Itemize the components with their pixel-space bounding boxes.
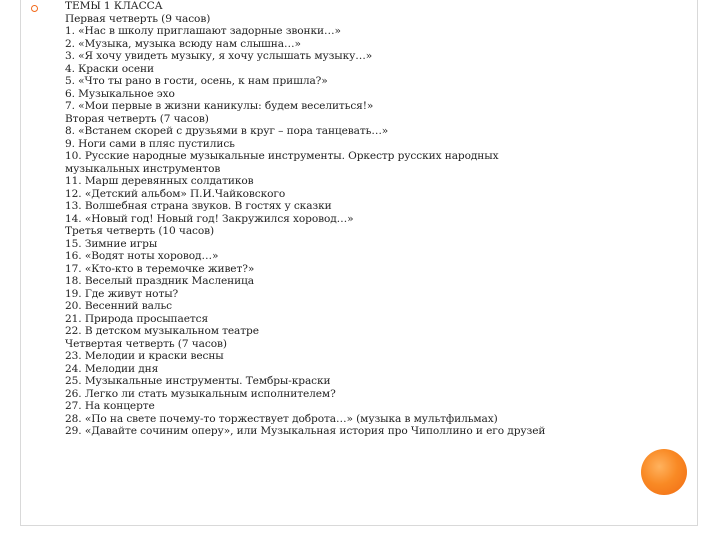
topic-line: 15. Зимние игры [65, 237, 158, 250]
topic-line: 8. «Встанем скорей с друзьями в круг – пора танцевать…» [65, 125, 389, 137]
topic-line: 14. «Новый год! Новый год! Закружился хоровод…» [65, 212, 354, 225]
slide-content [65, 0, 685, 438]
topic-line: 3. «Я хочу увидеть музыку, я хочу услышать музыку…» [65, 50, 373, 62]
topic-line: 23. Мелодии и краски весны [65, 350, 224, 362]
topic-line: 9. Ноги сами в пляс пустились [65, 137, 235, 150]
topic-line: 19. Где живут ноты? [65, 287, 179, 300]
topic-line: Четвертая четверть (7 часов) [65, 337, 227, 350]
topic-line: 20. Весенний вальс [65, 300, 172, 312]
topic-line: 25. Музыкальные инструменты. Тембры-краски [65, 375, 331, 387]
topic-line: 16. «Водят ноты хоровод…» [65, 250, 219, 262]
slide-title: ТЕМЫ 1 КЛАССА [65, 0, 163, 12]
topic-line: 22. В детском музыкальном театре [65, 325, 259, 337]
topic-line: 13. Волшебная страна звуков. В гостях у сказки [65, 200, 332, 212]
bullet-icon [31, 5, 38, 12]
topic-line: Третья четверть (10 часов) [65, 225, 215, 237]
topic-line: 18. Веселый праздник Масленица [65, 275, 254, 287]
topic-line: 10. Русские народные музыкальные инструменты. Оркестр русских народных [65, 150, 499, 162]
topic-line: 4. Краски осени [65, 62, 154, 75]
topic-line: 27. На концерте [65, 400, 155, 412]
topic-line: 11. Марш деревянных солдатиков [65, 175, 254, 187]
topic-line: 21. Природа просыпается [65, 312, 209, 325]
topic-list [65, 13, 685, 438]
topic-line: Первая четверть (9 часов) [65, 12, 211, 25]
topic-line: 28. «По на свете почему-то торжествует доброта…» (музыка в мультфильмах) [65, 412, 498, 425]
topic-line: 12. «Детский альбом» П.И.Чайковского [65, 187, 286, 200]
topic-line: 7. «Мои первые в жизни каникулы: будем веселиться!» [65, 100, 374, 112]
topic-line: 1. «Нас в школу приглашают задорные звонки…» [65, 25, 341, 37]
topic-line: 17. «Кто-кто в теремочке живет?» [65, 262, 255, 275]
topic-line: Вторая четверть (7 часов) [65, 112, 209, 125]
topic-line: 26. Легко ли стать музыкальным исполнителем? [65, 387, 336, 400]
topic-line: 29. «Давайте сочиним оперу», или Музыкальная история про Чиполлино и его друзей [65, 425, 546, 437]
topic-line: 2. «Музыка, музыка всюду нам слышна…» [65, 37, 301, 50]
topic-line: 6. Музыкальное эхо [65, 87, 175, 100]
topic-line: музыкальных инструментов [65, 162, 221, 175]
decorative-orange-circle [641, 449, 687, 495]
topic-line: 5. «Что ты рано в гости, осень, к нам пришла?» [65, 75, 328, 87]
topic-line: 24. Мелодии дня [65, 362, 159, 375]
